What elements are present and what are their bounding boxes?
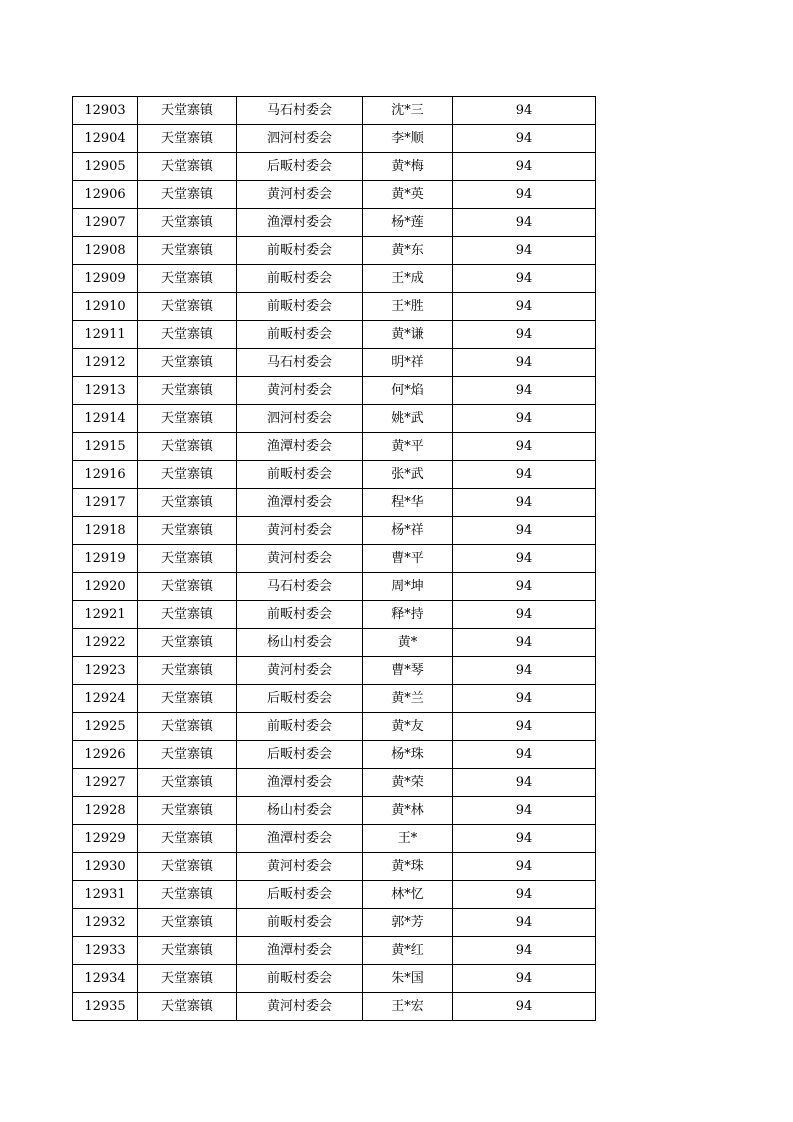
- cell-id: 12917: [73, 489, 138, 517]
- cell-score: 94: [453, 601, 596, 629]
- cell-village: 前畈村委会: [237, 601, 363, 629]
- cell-town: 天堂寨镇: [138, 433, 237, 461]
- table-row: [73, 573, 596, 601]
- cell-village: 前畈村委会: [237, 461, 363, 489]
- cell-score: 94: [453, 433, 596, 461]
- cell-name: 黄*红: [363, 937, 453, 965]
- table-row: [73, 125, 596, 153]
- cell-name: 黄*平: [363, 433, 453, 461]
- table-row: [73, 181, 596, 209]
- cell-name: 周*坤: [363, 573, 453, 601]
- cell-score: 94: [453, 153, 596, 181]
- table-row: [73, 97, 596, 125]
- table-row: [73, 965, 596, 993]
- cell-town: 天堂寨镇: [138, 405, 237, 433]
- cell-score: 94: [453, 713, 596, 741]
- cell-village: 后畈村委会: [237, 881, 363, 909]
- table-row: [73, 545, 596, 573]
- cell-village: 前畈村委会: [237, 965, 363, 993]
- table-row: [73, 629, 596, 657]
- cell-village: 渔潭村委会: [237, 769, 363, 797]
- cell-village: 前畈村委会: [237, 293, 363, 321]
- cell-score: 94: [453, 573, 596, 601]
- table-row: [73, 909, 596, 937]
- cell-town: 天堂寨镇: [138, 657, 237, 685]
- cell-score: 94: [453, 685, 596, 713]
- cell-village: 渔潭村委会: [237, 489, 363, 517]
- cell-village: 杨山村委会: [237, 629, 363, 657]
- cell-id: 12921: [73, 601, 138, 629]
- cell-name: 姚*武: [363, 405, 453, 433]
- cell-score: 94: [453, 853, 596, 881]
- cell-village: 后畈村委会: [237, 685, 363, 713]
- cell-town: 天堂寨镇: [138, 573, 237, 601]
- cell-score: 94: [453, 909, 596, 937]
- cell-name: 曹*平: [363, 545, 453, 573]
- cell-score: 94: [453, 741, 596, 769]
- cell-town: 天堂寨镇: [138, 349, 237, 377]
- cell-name: 朱*国: [363, 965, 453, 993]
- cell-name: 黄*谦: [363, 321, 453, 349]
- table-row: [73, 601, 596, 629]
- cell-id: 12925: [73, 713, 138, 741]
- cell-village: 泗河村委会: [237, 405, 363, 433]
- cell-score: 94: [453, 265, 596, 293]
- cell-score: 94: [453, 965, 596, 993]
- cell-town: 天堂寨镇: [138, 797, 237, 825]
- cell-score: 94: [453, 237, 596, 265]
- cell-score: 94: [453, 881, 596, 909]
- cell-village: 杨山村委会: [237, 797, 363, 825]
- cell-score: 94: [453, 293, 596, 321]
- table-row: [73, 321, 596, 349]
- cell-name: 王*成: [363, 265, 453, 293]
- cell-town: 天堂寨镇: [138, 853, 237, 881]
- cell-town: 天堂寨镇: [138, 769, 237, 797]
- cell-village: 前畈村委会: [237, 909, 363, 937]
- cell-town: 天堂寨镇: [138, 293, 237, 321]
- table-row: [73, 461, 596, 489]
- cell-id: 12926: [73, 741, 138, 769]
- cell-id: 12923: [73, 657, 138, 685]
- cell-town: 天堂寨镇: [138, 909, 237, 937]
- table-row: [73, 349, 596, 377]
- cell-name: 程*华: [363, 489, 453, 517]
- cell-name: 张*武: [363, 461, 453, 489]
- cell-id: 12919: [73, 545, 138, 573]
- cell-town: 天堂寨镇: [138, 713, 237, 741]
- cell-id: 12914: [73, 405, 138, 433]
- cell-town: 天堂寨镇: [138, 377, 237, 405]
- cell-id: 12908: [73, 237, 138, 265]
- table-row: [73, 685, 596, 713]
- cell-town: 天堂寨镇: [138, 881, 237, 909]
- cell-town: 天堂寨镇: [138, 181, 237, 209]
- cell-name: 释*持: [363, 601, 453, 629]
- cell-town: 天堂寨镇: [138, 601, 237, 629]
- cell-town: 天堂寨镇: [138, 825, 237, 853]
- cell-score: 94: [453, 181, 596, 209]
- cell-score: 94: [453, 405, 596, 433]
- table-row: [73, 433, 596, 461]
- cell-score: 94: [453, 629, 596, 657]
- cell-village: 泗河村委会: [237, 125, 363, 153]
- cell-id: 12933: [73, 937, 138, 965]
- cell-name: 杨*莲: [363, 209, 453, 237]
- cell-name: 沈*三: [363, 97, 453, 125]
- cell-town: 天堂寨镇: [138, 153, 237, 181]
- cell-village: 前畈村委会: [237, 237, 363, 265]
- table-row: [73, 741, 596, 769]
- cell-score: 94: [453, 97, 596, 125]
- cell-name: 黄*荣: [363, 769, 453, 797]
- table-row: [73, 937, 596, 965]
- cell-village: 黄河村委会: [237, 993, 363, 1021]
- table-body: [73, 97, 596, 1021]
- cell-id: 12913: [73, 377, 138, 405]
- cell-town: 天堂寨镇: [138, 993, 237, 1021]
- cell-id: 12929: [73, 825, 138, 853]
- cell-town: 天堂寨镇: [138, 629, 237, 657]
- cell-town: 天堂寨镇: [138, 685, 237, 713]
- cell-name: 黄*东: [363, 237, 453, 265]
- cell-town: 天堂寨镇: [138, 461, 237, 489]
- table-row: [73, 209, 596, 237]
- table-row: [73, 825, 596, 853]
- table-row: [73, 153, 596, 181]
- table-row: [73, 657, 596, 685]
- table-row: [73, 237, 596, 265]
- cell-name: 李*顺: [363, 125, 453, 153]
- table-row: [73, 405, 596, 433]
- cell-town: 天堂寨镇: [138, 97, 237, 125]
- cell-id: 12932: [73, 909, 138, 937]
- cell-village: 黄河村委会: [237, 545, 363, 573]
- cell-name: 曹*琴: [363, 657, 453, 685]
- cell-id: 12912: [73, 349, 138, 377]
- cell-id: 12924: [73, 685, 138, 713]
- table-row: [73, 769, 596, 797]
- cell-id: 12905: [73, 153, 138, 181]
- cell-id: 12918: [73, 517, 138, 545]
- cell-name: 黄*英: [363, 181, 453, 209]
- cell-town: 天堂寨镇: [138, 545, 237, 573]
- cell-id: 12934: [73, 965, 138, 993]
- cell-town: 天堂寨镇: [138, 937, 237, 965]
- cell-town: 天堂寨镇: [138, 125, 237, 153]
- table-row: [73, 293, 596, 321]
- cell-name: 黄*林: [363, 797, 453, 825]
- cell-name: 明*祥: [363, 349, 453, 377]
- cell-score: 94: [453, 209, 596, 237]
- table-row: [73, 713, 596, 741]
- cell-town: 天堂寨镇: [138, 209, 237, 237]
- cell-name: 王*宏: [363, 993, 453, 1021]
- cell-score: 94: [453, 125, 596, 153]
- cell-village: 渔潭村委会: [237, 209, 363, 237]
- cell-score: 94: [453, 377, 596, 405]
- cell-name: 黄*: [363, 629, 453, 657]
- cell-id: 12928: [73, 797, 138, 825]
- cell-id: 12903: [73, 97, 138, 125]
- table-row: [73, 881, 596, 909]
- cell-id: 12911: [73, 321, 138, 349]
- cell-village: 黄河村委会: [237, 181, 363, 209]
- cell-name: 杨*珠: [363, 741, 453, 769]
- cell-village: 黄河村委会: [237, 517, 363, 545]
- cell-village: 马石村委会: [237, 97, 363, 125]
- cell-name: 黄*兰: [363, 685, 453, 713]
- cell-id: 12904: [73, 125, 138, 153]
- cell-score: 94: [453, 545, 596, 573]
- cell-score: 94: [453, 769, 596, 797]
- cell-score: 94: [453, 657, 596, 685]
- cell-village: 黄河村委会: [237, 853, 363, 881]
- cell-village: 渔潭村委会: [237, 433, 363, 461]
- cell-name: 黄*珠: [363, 853, 453, 881]
- cell-id: 12910: [73, 293, 138, 321]
- table-row: [73, 797, 596, 825]
- cell-id: 12935: [73, 993, 138, 1021]
- cell-village: 渔潭村委会: [237, 937, 363, 965]
- cell-id: 12915: [73, 433, 138, 461]
- cell-village: 后畈村委会: [237, 741, 363, 769]
- cell-village: 黄河村委会: [237, 657, 363, 685]
- cell-score: 94: [453, 797, 596, 825]
- cell-score: 94: [453, 461, 596, 489]
- cell-town: 天堂寨镇: [138, 517, 237, 545]
- cell-name: 王*: [363, 825, 453, 853]
- table-row: [73, 489, 596, 517]
- cell-score: 94: [453, 489, 596, 517]
- cell-town: 天堂寨镇: [138, 265, 237, 293]
- cell-village: 黄河村委会: [237, 377, 363, 405]
- cell-id: 12927: [73, 769, 138, 797]
- cell-name: 黄*梅: [363, 153, 453, 181]
- table-row: [73, 265, 596, 293]
- cell-name: 王*胜: [363, 293, 453, 321]
- cell-town: 天堂寨镇: [138, 965, 237, 993]
- cell-name: 林*忆: [363, 881, 453, 909]
- cell-score: 94: [453, 517, 596, 545]
- cell-name: 杨*祥: [363, 517, 453, 545]
- cell-town: 天堂寨镇: [138, 321, 237, 349]
- table-row: [73, 993, 596, 1021]
- table-row: [73, 853, 596, 881]
- cell-score: 94: [453, 825, 596, 853]
- cell-village: 马石村委会: [237, 573, 363, 601]
- cell-town: 天堂寨镇: [138, 741, 237, 769]
- cell-village: 后畈村委会: [237, 153, 363, 181]
- cell-town: 天堂寨镇: [138, 489, 237, 517]
- cell-score: 94: [453, 349, 596, 377]
- table-row: [73, 377, 596, 405]
- cell-id: 12930: [73, 853, 138, 881]
- table-row: [73, 517, 596, 545]
- cell-id: 12906: [73, 181, 138, 209]
- cell-id: 12920: [73, 573, 138, 601]
- cell-name: 郭*芳: [363, 909, 453, 937]
- cell-id: 12916: [73, 461, 138, 489]
- cell-name: 黄*友: [363, 713, 453, 741]
- cell-score: 94: [453, 993, 596, 1021]
- cell-village: 渔潭村委会: [237, 825, 363, 853]
- cell-name: 何*焰: [363, 377, 453, 405]
- cell-village: 马石村委会: [237, 349, 363, 377]
- cell-town: 天堂寨镇: [138, 237, 237, 265]
- cell-id: 12931: [73, 881, 138, 909]
- cell-id: 12909: [73, 265, 138, 293]
- cell-score: 94: [453, 321, 596, 349]
- cell-id: 12922: [73, 629, 138, 657]
- cell-village: 前畈村委会: [237, 713, 363, 741]
- cell-village: 前畈村委会: [237, 321, 363, 349]
- cell-score: 94: [453, 937, 596, 965]
- data-table: [72, 96, 596, 1021]
- cell-id: 12907: [73, 209, 138, 237]
- cell-village: 前畈村委会: [237, 265, 363, 293]
